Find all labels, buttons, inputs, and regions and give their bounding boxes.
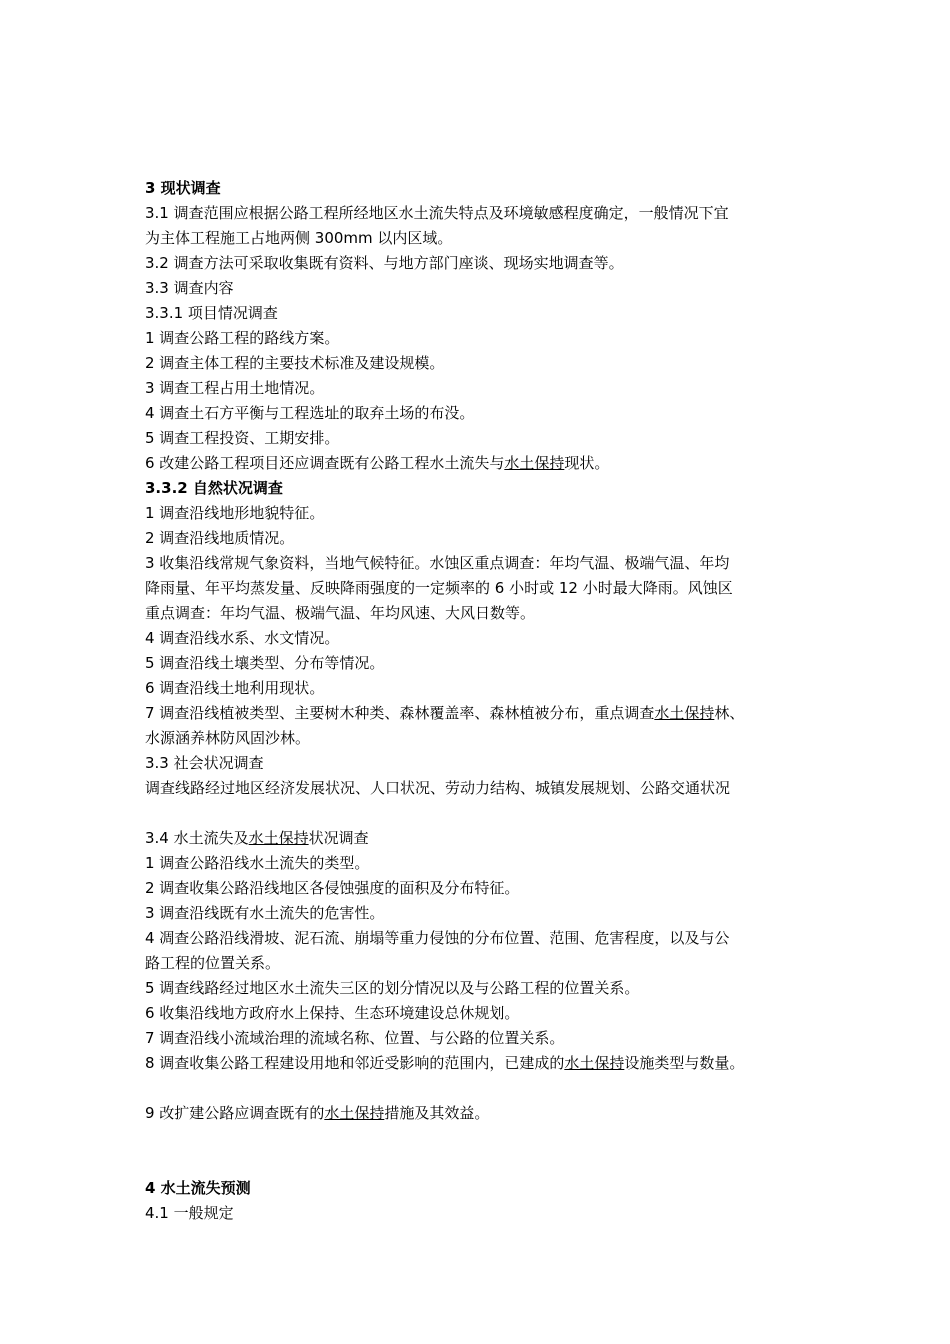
- list-item-continued: 降雨量、年平均蒸发量、反映降雨强度的一定频率的 6 小时或 12 小时最大降雨。风蚀区: [145, 579, 733, 597]
- list-item: 1 调查公路工程的路线方案。: [145, 329, 340, 347]
- section-heading-3: 3 现状调查: [145, 179, 221, 197]
- list-item: 3 收集沿线常规气象资料，当地气候特征。水蚀区重点调查：年均气温、极端气温、年均: [145, 554, 730, 572]
- paragraph-3-2: 3.2 调查方法可采取收集既有资料、与地方部门座谈、现场实地调查等。: [145, 254, 624, 272]
- paragraph-social: 调查线路经过地区经济发展状况、人口状况、劳动力结构、城镇发展规划、公路交通状况: [145, 779, 731, 797]
- paragraph-4-1: 4.1 一般规定: [145, 1204, 234, 1222]
- list-item: 3 调查沿线既有水土流失的危害性。: [145, 904, 385, 922]
- text: 9 改扩建公路应调查既有的: [145, 1104, 325, 1122]
- list-item: 4 调查沿线水系、水文情况。: [145, 629, 340, 647]
- blank-line: [145, 1126, 835, 1176]
- list-item: 5 调查沿线土壤类型、分布等情况。: [145, 654, 385, 672]
- text: 现状。: [564, 454, 610, 472]
- subheading-3-4: [145, 826, 835, 851]
- list-item: 2 调查收集公路沿线地区各侵蚀强度的面积及分布特征。: [145, 879, 520, 897]
- text: 设施类型与数量。: [624, 1054, 745, 1072]
- list-item-continued: 水源涵养林防风固沙林。: [145, 729, 311, 747]
- list-item: [145, 701, 835, 726]
- list-item: 5 调查工程投资、工期安排。: [145, 429, 340, 447]
- list-item: 4 凋查公路沿线滑坡、泥石流、崩塌等重力侵蚀的分布位置、范围、危害程度，以及与公: [145, 929, 730, 947]
- list-item: 2 调查主体工程的主要技术标准及建设规模。: [145, 354, 445, 372]
- list-item: [145, 1051, 835, 1076]
- list-item-continued: 重点调查：年均气温、极端气温、年均风速、大风日数等。: [145, 604, 536, 622]
- link-soil-conservation[interactable]: 水土保持: [654, 704, 715, 722]
- subheading-3-3-2: 3.3.2 自然状况调查: [145, 479, 283, 497]
- link-soil-conservation[interactable]: 水土保持: [504, 454, 565, 472]
- text: 措施及其效益。: [384, 1104, 490, 1122]
- blank-line: [145, 801, 835, 826]
- text: 6 改建公路工程项目还应调查既有公路工程水土流失与: [145, 454, 505, 472]
- text: 林、: [714, 704, 745, 722]
- subheading-3-3-1: 3.3.1 项目情况调查: [145, 304, 278, 322]
- list-item: 2 调查沿线地质情况。: [145, 529, 295, 547]
- list-item: 4 调查土石方平衡与工程选址的取弃土场的布没。: [145, 404, 475, 422]
- list-item: 6 收集沿线地方政府水上保持、生态环境建设总休规划。: [145, 1004, 520, 1022]
- list-item: [145, 451, 835, 476]
- list-item-continued: 路工程的位置关系。: [145, 954, 281, 972]
- document-body: [145, 176, 835, 1226]
- list-item: 5 调查线路经过地区水土流失三区的划分情况以及与公路工程的位置关系。: [145, 979, 640, 997]
- list-item: 6 调查沿线土地利用现状。: [145, 679, 325, 697]
- text: 状况调查: [308, 829, 369, 847]
- text: 3.4 水土流失及: [145, 829, 249, 847]
- list-item: 3 调查工程占用土地情况。: [145, 379, 325, 397]
- list-item: 7 调查沿线小流域治理的流域名称、位置、与公路的位置关系。: [145, 1029, 565, 1047]
- section-heading-4: 4 水土流失预测: [145, 1179, 251, 1197]
- paragraph-3-1-line2: 为主体工程施工占地两侧 300mm 以内区域。: [145, 229, 453, 247]
- list-item: 1 调查公路沿线水土流失的类型。: [145, 854, 370, 872]
- text: 8 调查收集公路工程建设用地和邻近受影响的范围内，已建成的: [145, 1054, 565, 1072]
- link-soil-conservation[interactable]: 水土保持: [564, 1054, 625, 1072]
- link-soil-conservation[interactable]: 水土保持: [324, 1104, 385, 1122]
- list-item: [145, 1101, 835, 1126]
- paragraph-3-3: 3.3 调查内容: [145, 279, 234, 297]
- paragraph-3-1-line1: 3.1 调查范围应根据公路工程所经地区水土流失特点及环境敏感程度确定，一般情况下宜: [145, 204, 729, 222]
- blank-line: [145, 1076, 835, 1101]
- text: 7 调查沿线植被类型、主要树木种类、森林覆盖率、森林植被分布，重点调查: [145, 704, 655, 722]
- link-soil-conservation[interactable]: 水土保持: [248, 829, 309, 847]
- list-item: 1 调查沿线地形地貌特征。: [145, 504, 325, 522]
- subheading-3-3-social: 3.3 社会状况调查: [145, 754, 264, 772]
